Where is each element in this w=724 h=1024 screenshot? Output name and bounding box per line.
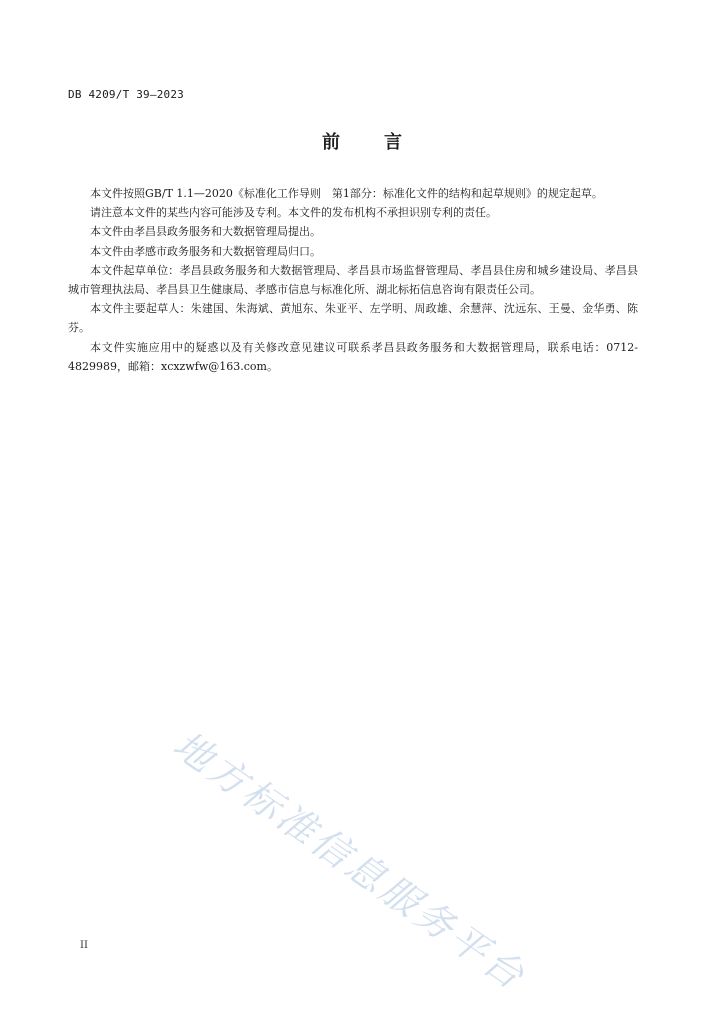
title-char-2: 言 bbox=[384, 132, 402, 153]
paragraph-drafters: 本文件主要起草人：朱建国、朱海斌、黄旭东、朱亚平、左学明、周政雄、余慧萍、沈远东、王曼、金华勇、陈芬。 bbox=[68, 302, 638, 335]
title-char-1: 前 bbox=[322, 132, 340, 153]
paragraph-contact: 本文件实施应用中的疑惑以及有关修改意见建议可联系孝昌县政务服务和大数据管理局，联系电话：0712-4829989，邮箱：xcxzwfw@163.com。 bbox=[68, 340, 638, 373]
paragraph-drafting-rule: 本文件按照GB/T 1.1—2020《标准化工作导则 第1部分：标准化文件的结构和起草规则》的规定起草。 bbox=[90, 187, 603, 200]
paragraph-drafting-units: 本文件起草单位：孝昌县政务服务和大数据管理局、孝昌县市场监督管理局、孝昌县住房和城乡建设局、孝昌县城市管理执法局、孝昌县卫生健康局、孝感市信息与标准化所、湖北标拓信息咨询有限责任公司。 bbox=[68, 263, 638, 297]
paragraph-centralized-by: 本文件由孝感市政务服务和大数据管理局归口。 bbox=[90, 244, 321, 258]
section-title bbox=[0, 128, 724, 154]
paragraph-proposed-by: 本文件由孝昌县政务服务和大数据管理局提出。 bbox=[90, 225, 321, 239]
foreword-body bbox=[68, 184, 638, 376]
watermark: 地方标准信息服务平台 bbox=[165, 722, 535, 1000]
standard-code: DB 4209/T 39—2023 bbox=[68, 88, 184, 101]
paragraph-patent-notice: 请注意本文件的某些内容可能涉及专利。本文件的发布机构不承担识别专利的责任。 bbox=[90, 206, 497, 220]
page-number: II bbox=[80, 940, 88, 951]
